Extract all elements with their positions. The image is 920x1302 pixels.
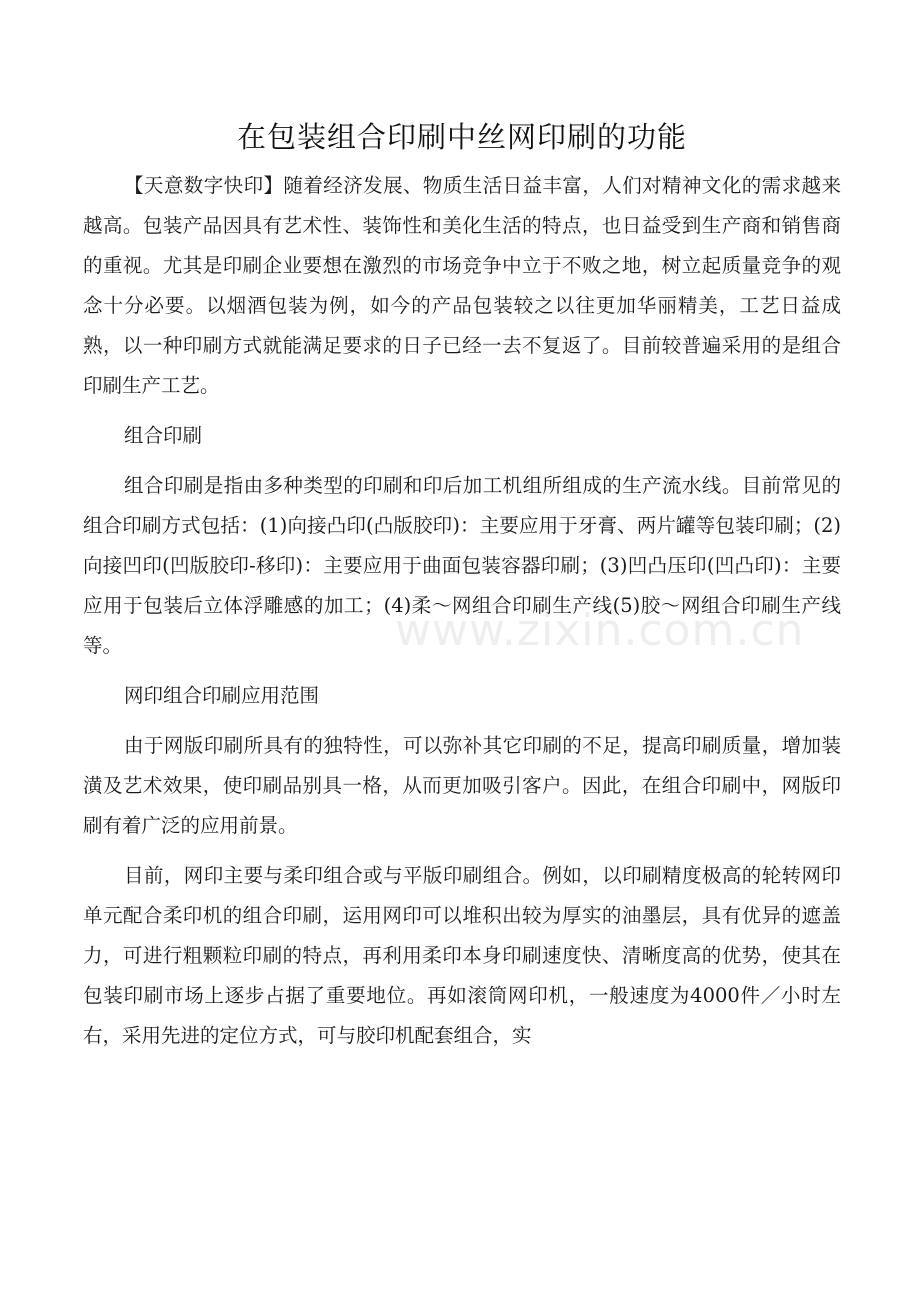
document-page: [83, 110, 841, 1062]
screen-printing-advantage-paragraph: 由于网版印刷所具有的独特性，可以弥补其它印刷的不足，提高印刷质量，增加装潢及艺术效果，使印刷品别具一格，从而更加吸引客户。因此，在组合印刷中，网版印刷有着广泛的应用前景。: [83, 734, 841, 837]
section-heading-combined-printing: 组合印刷: [124, 424, 203, 447]
screen-printing-examples-paragraph: 目前，网印主要与柔印组合或与平版印刷组合。例如，以印刷精度极高的轮转网印单元配合柔印机的组合印刷，运用网印可以堆积出较为厚实的油墨层，具有优异的遮盖力，可进行粗颗粒印刷的特点，再利用柔印本身印刷速度快、清晰度高的优势，使其在包装印刷市场上逐步占据了重要地位。再如滚筒网印机，一般速度为4000件／小时左右，采用先进的定位方式，可与胶印机配套组合，实: [83, 864, 841, 1047]
section-heading-screen-printing-scope: 网印组合印刷应用范围: [124, 684, 320, 707]
document-title: 在包装组合印刷中丝网印刷的功能: [236, 120, 687, 154]
combined-printing-paragraph: 组合印刷是指由多种类型的印刷和印后加工机组所组成的生产流水线。目前常见的组合印刷方式包括：(1)向接凸印(凸版胶印)：主要应用于牙膏、两片罐等包装印刷；(2)向接凹印(凹版胶印-移印)：主要应用于曲面包装容器印刷；(3)凹凸压印(凹凸印)：主要应用于包装后立体浮雕感的加工；(4)柔～网组合印刷生产线(5)胶～网组合印刷生产线等。: [83, 474, 841, 657]
watermark-text: www.zixin.com.cn: [395, 605, 805, 656]
intro-paragraph: 【天意数字快印】随着经济发展、物质生活日益丰富，人们对精神文化的需求越来越高。包装产品因具有艺术性、装饰性和美化生活的特点，也日益受到生产商和销售商的重视。尤其是印刷企业要想在激烈的市场竞争中立于不败之地，树立起质量竞争的观念十分必要。以烟酒包装为例，如今的产品包装较之以往更加华丽精美，工艺日益成熟，以一种印刷方式就能满足要求的日子已经一去不复返了。目前较普遍采用的是组合印刷生产工艺。: [83, 174, 841, 397]
